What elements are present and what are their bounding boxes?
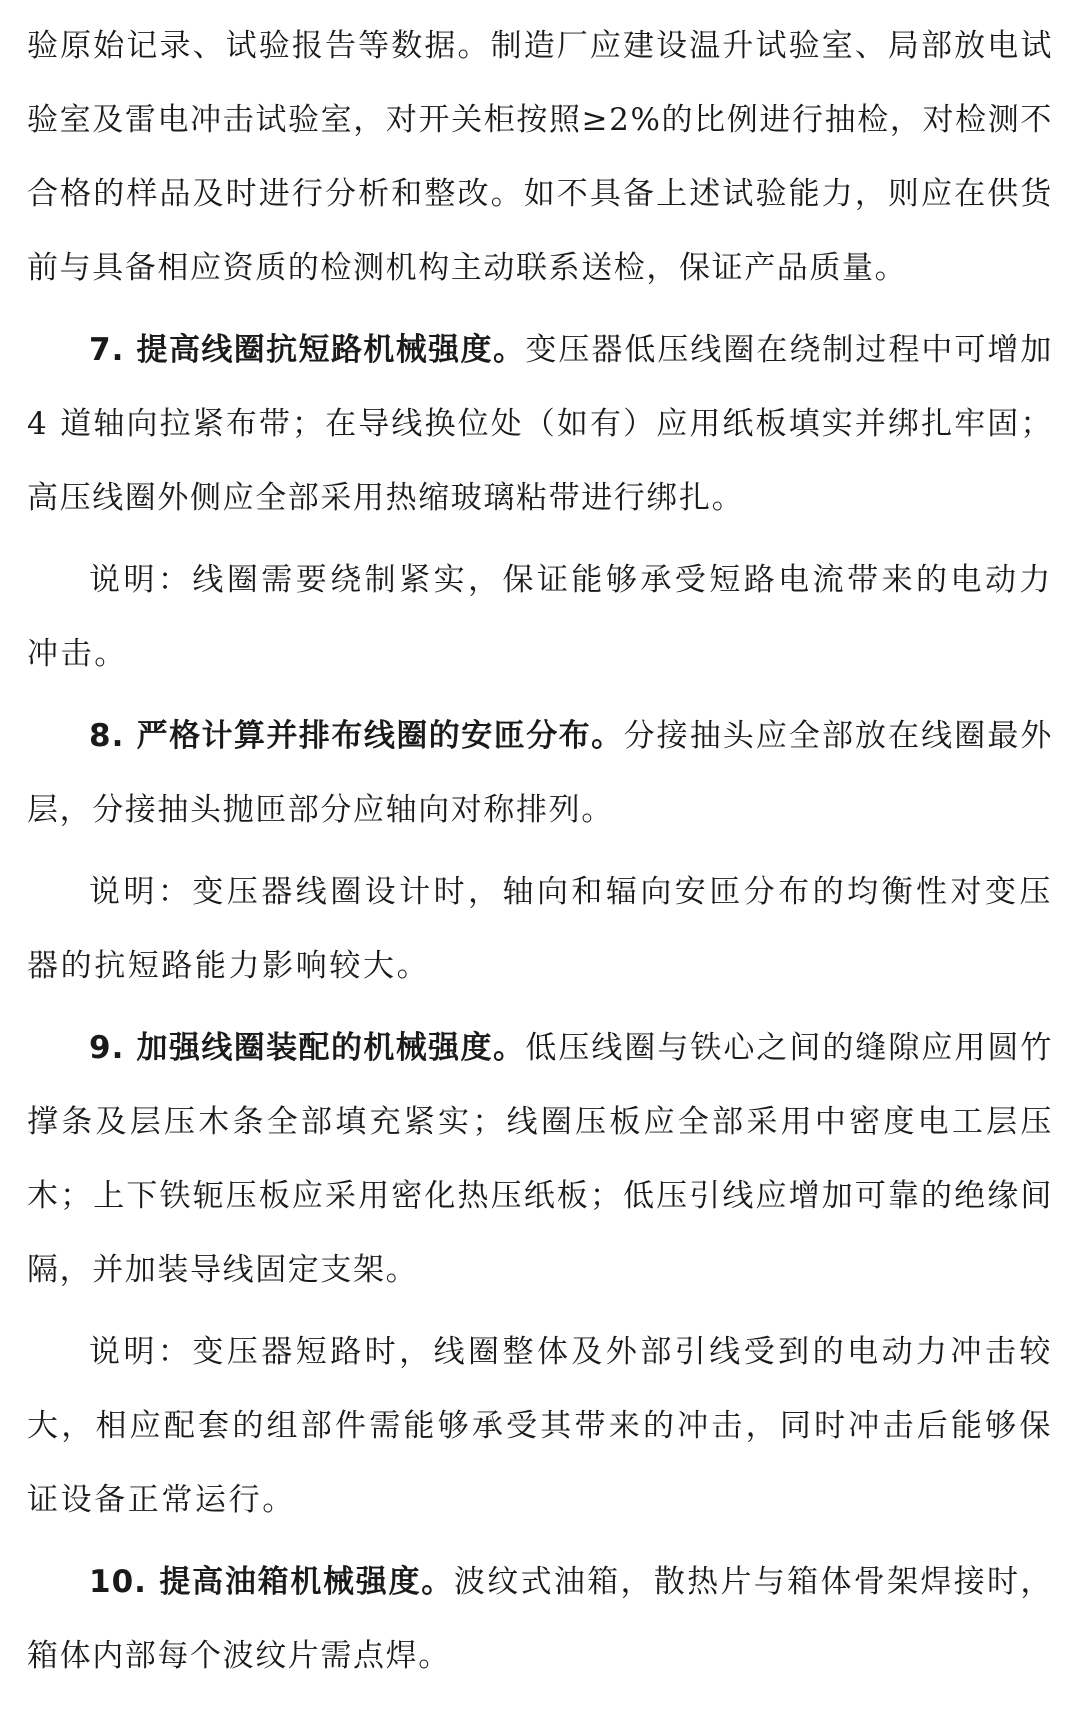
item-9-heading: 9. 加强线圈装配的机械强度。	[89, 1030, 526, 1066]
note-text: 说明：线圈需要绕制紧实，保证能够承受短路电流带来的电动力冲击。	[27, 562, 1053, 672]
paragraph-item-8	[27, 699, 1053, 847]
note-item-7	[27, 543, 1053, 691]
paragraph-test-requirements	[27, 9, 1053, 305]
note-item-8	[27, 855, 1053, 1003]
item-10-text: 波纹式油箱，散热片与箱体骨架焊接时，箱体内部每个波纹片需点焊。	[27, 1564, 1053, 1674]
note-item-9	[27, 1315, 1053, 1537]
paragraph-item-7	[27, 313, 1053, 535]
item-8-heading: 8. 严格计算并排布线圈的安匝分布。	[89, 718, 624, 754]
note-text: 说明：变压器线圈设计时，轴向和辐向安匝分布的均衡性对变压器的抗短路能力影响较大。	[27, 874, 1053, 984]
item-10-heading: 10. 提高油箱机械强度。	[89, 1564, 454, 1600]
paragraph-text: 验原始记录、试验报告等数据。制造厂应建设温升试验室、局部放电试验室及雷电冲击试验室，对开关柜按照≥2%的比例进行抽检，对检测不合格的样品及时进行分析和整改。如不具备上述试验能力，则应在供货前与具备相应资质的检测机构主动联系送检，保证产品质量。	[27, 28, 1053, 286]
item-9-text: 低压线圈与铁心之间的缝隙应用圆竹撑条及层压木条全部填充紧实；线圈压板应全部采用中密度电工层压木；上下铁轭压板应采用密化热压纸板；低压引线应增加可靠的绝缘间隔，并加装导线固定支架。	[27, 1030, 1053, 1288]
note-text: 说明：变压器短路时，线圈整体及外部引线受到的电动力冲击较大，相应配套的组部件需能够承受其带来的冲击，同时冲击后能够保证设备正常运行。	[27, 1334, 1053, 1518]
item-8-text: 分接抽头应全部放在线圈最外层，分接抽头抛匝部分应轴向对称排列。	[27, 718, 1053, 828]
item-7-text: 变压器低压线圈在绕制过程中可增加 4 道轴向拉紧布带；在导线换位处（如有）应用纸板填实并绑扎牢固；高压线圈外侧应全部采用热缩玻璃粘带进行绑扎。	[27, 332, 1053, 516]
item-7-heading: 7. 提高线圈抗短路机械强度。	[89, 332, 526, 368]
paragraph-item-10	[27, 1545, 1053, 1693]
paragraph-item-9	[27, 1011, 1053, 1307]
